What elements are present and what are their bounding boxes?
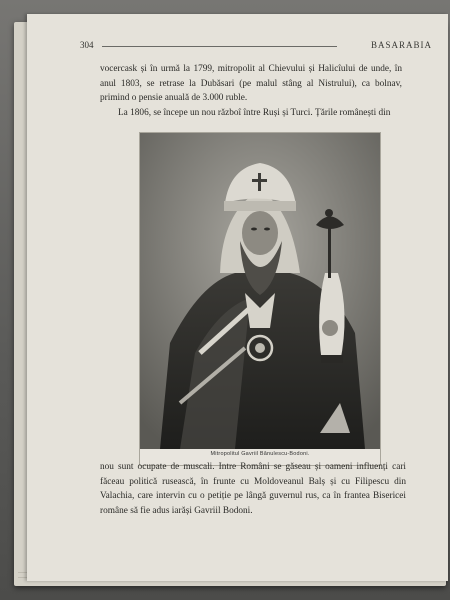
header-rule <box>102 46 337 47</box>
body-paragraph <box>100 62 402 120</box>
figure-caption: Mitropolitul Gavriil Bănulescu-Bodoni. <box>210 451 310 457</box>
portrait-photo <box>140 133 380 449</box>
body-paragraph: nou sunt ocupate de muscali. Intre Români se găseau și oameni influenți cari făceau politică rusească, în frunte cu Moldoveanul Balș și cu Filipescu din Valachia, care intervin cu o petiție pe lângă guvernul rus, ca în frantea Bisericei române să fie adus iarăși Gavriil Bodoni. <box>100 462 406 516</box>
running-title: BASARABIA <box>370 40 432 50</box>
page-number: 304 <box>80 40 94 50</box>
paragraph-text: La 1806, se începe un nou războî între Ruși și Turci. Țările românești din <box>118 107 391 118</box>
page-header <box>80 40 432 54</box>
paragraph-text: vocercask și în urmă la 1799, mitropolit al Chievului și Halicîului de unde, în anul 1803, se retrase la Dubăsari (pe malul stâng al Nistrului), ca bolnav, primind o pensie anuală de 3.000 ruble. <box>100 64 402 103</box>
portrait-figure <box>139 132 381 466</box>
